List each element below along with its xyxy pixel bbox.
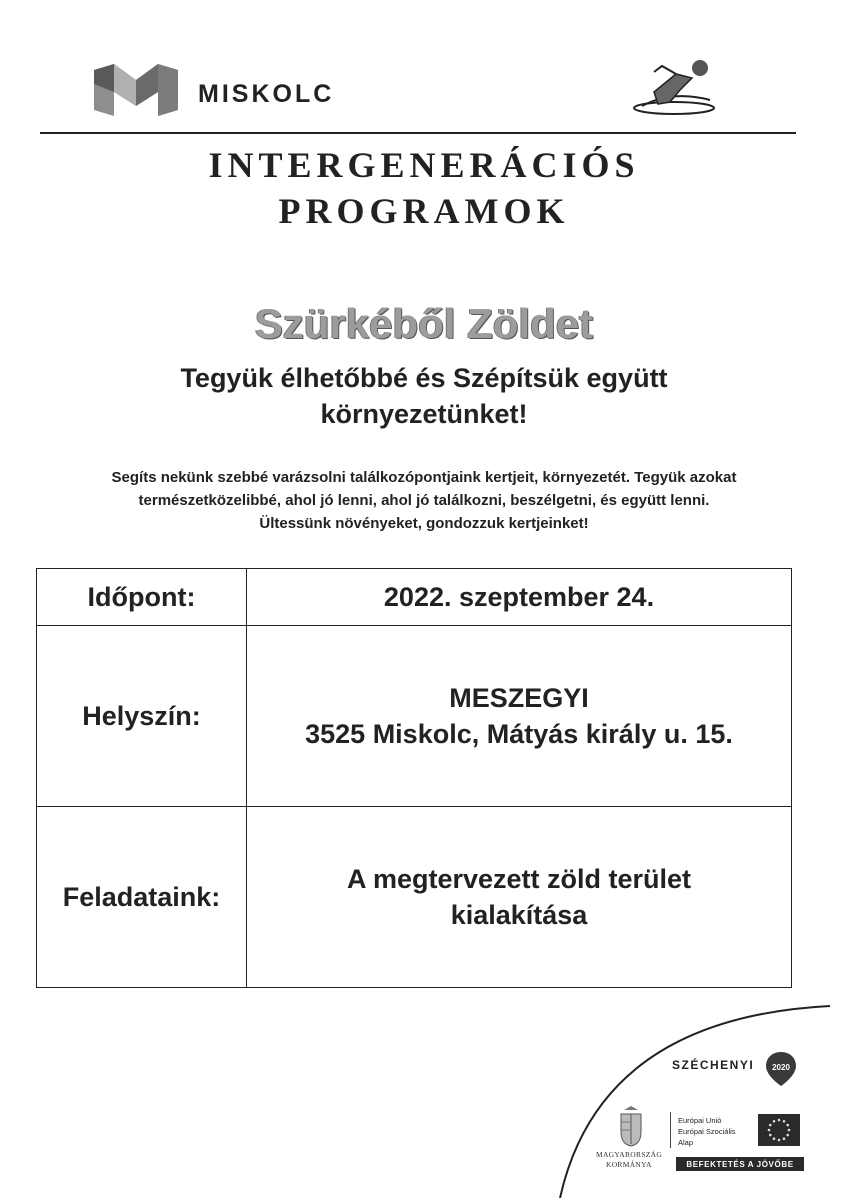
intro-line1: Segíts nekünk szebbé varázsolni találkozópontjaink kertjeit, környezetét. Tegyük azokat xyxy=(111,469,737,486)
time-label: Időpont: xyxy=(37,569,247,625)
eu-text xyxy=(678,1115,758,1148)
event-details-table xyxy=(36,568,792,988)
program-title-line1: INTERGENERÁCIÓS xyxy=(208,145,640,185)
coat-of-arms-icon xyxy=(618,1104,644,1148)
place-value-line1: MESZEGYI xyxy=(449,683,589,713)
tasks-label: Feladataink: xyxy=(37,807,247,987)
place-value xyxy=(247,626,791,806)
eu-line2: Európai Szociális xyxy=(678,1127,736,1136)
snowboarder-logo-icon xyxy=(632,56,718,118)
table-row-tasks xyxy=(37,807,791,987)
brand-name: MISKOLC xyxy=(198,80,335,108)
eu-line3: Alap xyxy=(678,1138,694,1147)
government-line1: MAGYARORSZÁG xyxy=(596,1150,663,1159)
tasks-value-line1: A megtervezett zöld terület xyxy=(346,864,692,894)
szechenyi-label: SZÉCHENYI xyxy=(672,1058,755,1072)
eu-flag-icon xyxy=(758,1114,800,1146)
government-line2: KORMÁNYA xyxy=(606,1160,652,1169)
tasks-value xyxy=(247,807,791,987)
program-title-line2: PROGRAMOK xyxy=(278,191,570,231)
eu-divider xyxy=(670,1112,671,1148)
program-title xyxy=(0,142,848,234)
intro-line3: Ültessünk növényeket, gondozzuk kertjeinket! xyxy=(259,515,589,532)
time-value xyxy=(247,569,791,625)
place-value-line2: 3525 Miskolc, Mátyás király u. 15. xyxy=(305,719,733,749)
event-subtitle xyxy=(0,360,848,432)
time-value-text: 2022. szeptember 24. xyxy=(383,582,655,612)
event-title: Szürkéből Zöldet xyxy=(254,300,594,347)
place-label: Helyszín: xyxy=(37,626,247,806)
szechenyi-pin-icon xyxy=(764,1050,798,1088)
table-row-place xyxy=(37,626,791,807)
subtitle-line2: környezetünket! xyxy=(320,399,528,429)
miskolc-logo-icon xyxy=(92,62,180,118)
tasks-value-line2: kialakítása xyxy=(450,900,588,930)
eu-line1: Európai Unió xyxy=(678,1116,722,1125)
szechenyi-year: 2020 xyxy=(772,1063,790,1072)
intro-line2: természetközelibbé, ahol jó lenni, ahol jó találkozni, beszélgetni, és együtt lenni. xyxy=(138,492,710,509)
intro-paragraph xyxy=(60,466,788,535)
subtitle-line1: Tegyük élhetőbbé és Szépítsük együtt xyxy=(180,363,668,393)
header-divider xyxy=(40,132,796,134)
table-row-time xyxy=(37,569,791,626)
invest-banner: BEFEKTETÉS A JÖVŐBE xyxy=(676,1157,804,1171)
